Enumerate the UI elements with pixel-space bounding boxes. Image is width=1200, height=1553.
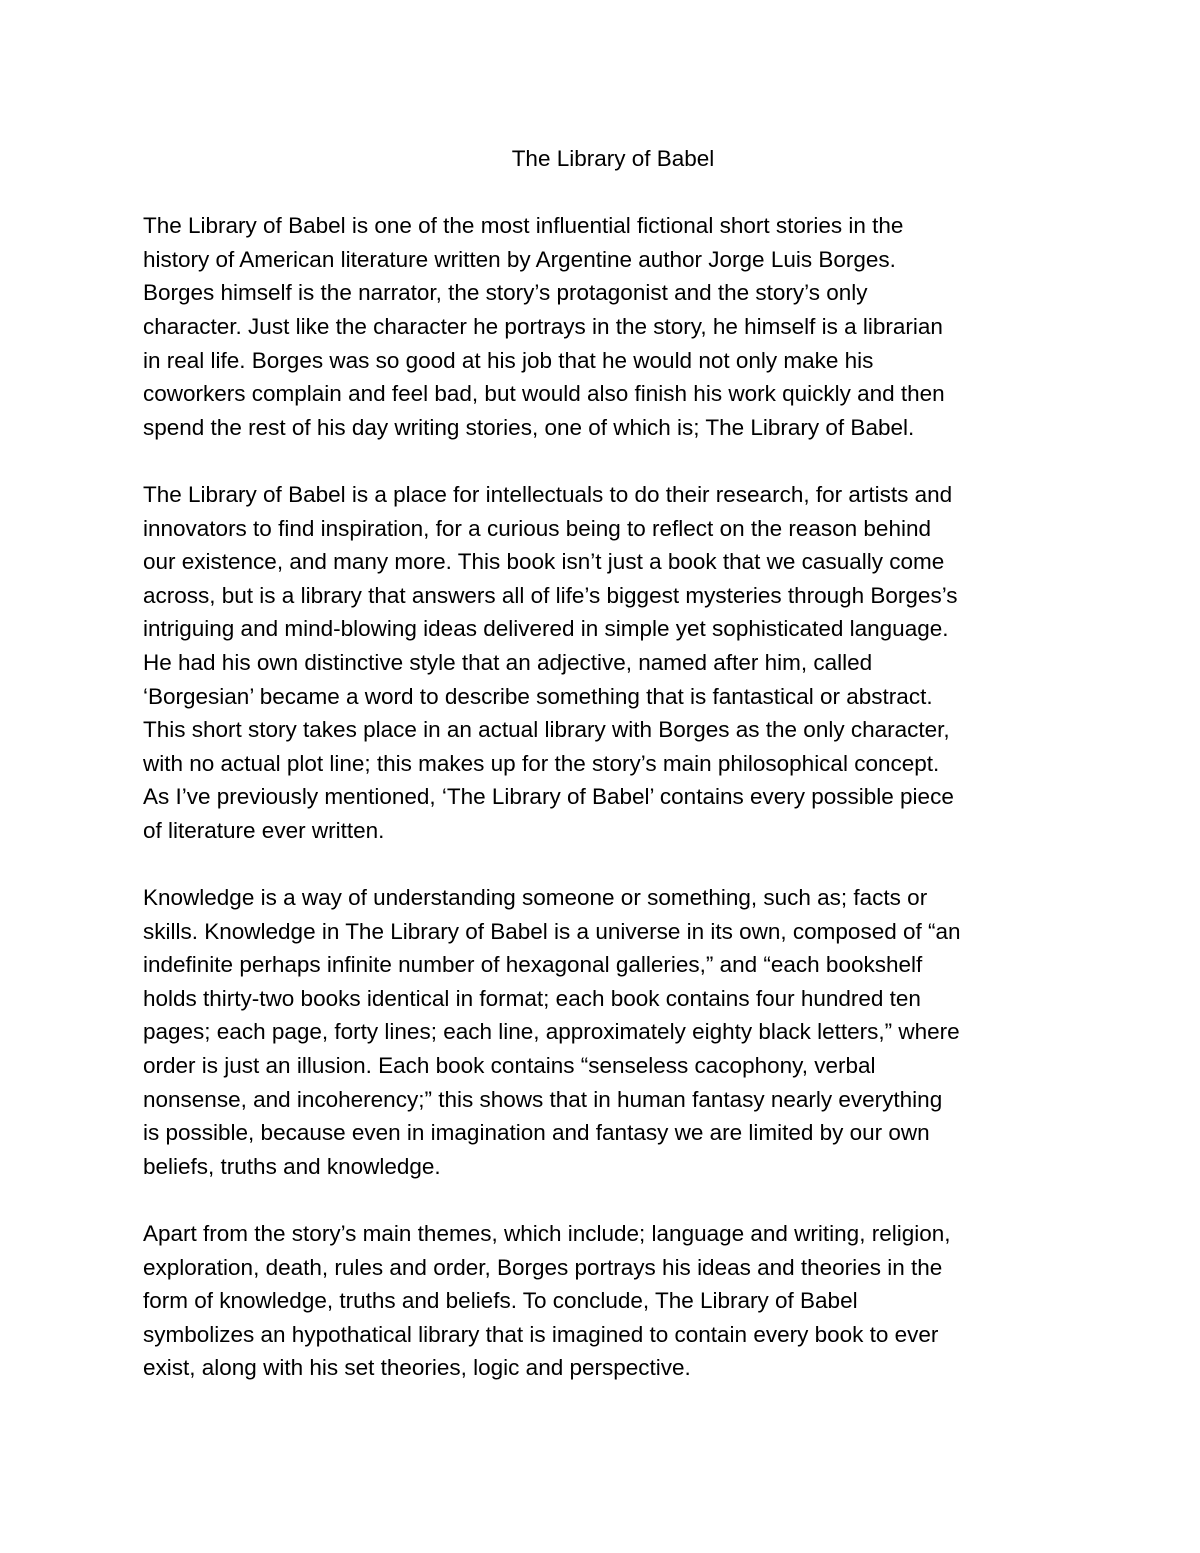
paragraph-line: pages; each page, forty lines; each line, approximately eighty black letters,” where [143, 1019, 960, 1045]
paragraph-line: order is just an illusion. Each book contains “senseless cacophony, verbal [143, 1053, 876, 1079]
paragraph-line: indefinite perhaps infinite number of hexagonal galleries,” and “each bookshelf [143, 952, 923, 978]
paragraph-line: He had his own distinctive style that an adjective, named after him, called [143, 649, 873, 675]
paragraph-line: This short story takes place in an actual library with Borges as the only character, [143, 717, 950, 743]
paragraph-line: symbolizes an hypothatical library that is imagined to contain every book to ever [143, 1321, 939, 1347]
paragraph-line: exist, along with his set theories, logic and perspective. [143, 1355, 691, 1381]
paragraph-3 [143, 881, 1083, 1183]
paragraph-line: spend the rest of his day writing stories, one of which is; The Library of Babel. [143, 414, 915, 440]
paragraph-2 [143, 478, 1083, 848]
paragraph-line: of literature ever written. [143, 817, 385, 843]
paragraph-line: The Library of Babel is a place for intellectuals to do their research, for artists and [143, 481, 953, 507]
paragraph-line: As I’ve previously mentioned, ‘The Library of Babel’ contains every possible piece [143, 784, 954, 810]
document-body [143, 142, 1083, 1419]
paragraph-line: beliefs, truths and knowledge. [143, 1153, 441, 1179]
paragraph-line: intriguing and mind-blowing ideas delivered in simple yet sophisticated language. [143, 616, 949, 642]
paragraph-line: in real life. Borges was so good at his job that he would not only make his [143, 347, 874, 373]
paragraph-line: with no actual plot line; this makes up for the story’s main philosophical concept. [143, 750, 940, 776]
paragraph-4 [143, 1217, 1083, 1385]
paragraph-line: nonsense, and incoherency;” this shows that in human fantasy nearly everything [143, 1086, 943, 1112]
paragraph-line: form of knowledge, truths and beliefs. To conclude, The Library of Babel [143, 1288, 858, 1314]
paragraph-line: exploration, death, rules and order, Borges portrays his ideas and theories in the [143, 1254, 943, 1280]
paragraph-line: Borges himself is the narrator, the story’s protagonist and the story’s only [143, 280, 868, 306]
paragraph-line: Knowledge is a way of understanding someone or something, such as; facts or [143, 885, 928, 911]
paragraph-line: The Library of Babel is one of the most influential fictional short stories in the [143, 213, 904, 239]
paragraph-1 [143, 209, 1083, 444]
paragraph-line: our existence, and many more. This book isn’t just a book that we casually come [143, 549, 945, 575]
paragraph-line: character. Just like the character he portrays in the story, he himself is a librarian [143, 313, 943, 339]
document-title: The Library of Babel [511, 146, 715, 171]
paragraph-line: coworkers complain and feel bad, but would also finish his work quickly and then [143, 381, 945, 407]
paragraph-line: innovators to find inspiration, for a curious being to reflect on the reason behind [143, 515, 931, 541]
paragraph-line: across, but is a library that answers all of life’s biggest mysteries through Borges’s [143, 582, 958, 608]
paragraph-line: skills. Knowledge in The Library of Babel is a universe in its own, composed of “an [143, 918, 961, 944]
paragraph-line: ‘Borgesian’ became a word to describe something that is fantastical or abstract. [143, 683, 933, 709]
paragraph-line: holds thirty-two books identical in format; each book contains four hundred ten [143, 985, 921, 1011]
paragraph-line: history of American literature written by Argentine author Jorge Luis Borges. [143, 246, 896, 272]
paragraph-line: is possible, because even in imagination and fantasy we are limited by our own [143, 1120, 930, 1146]
paragraph-line: Apart from the story’s main themes, which include; language and writing, religion, [143, 1221, 951, 1246]
